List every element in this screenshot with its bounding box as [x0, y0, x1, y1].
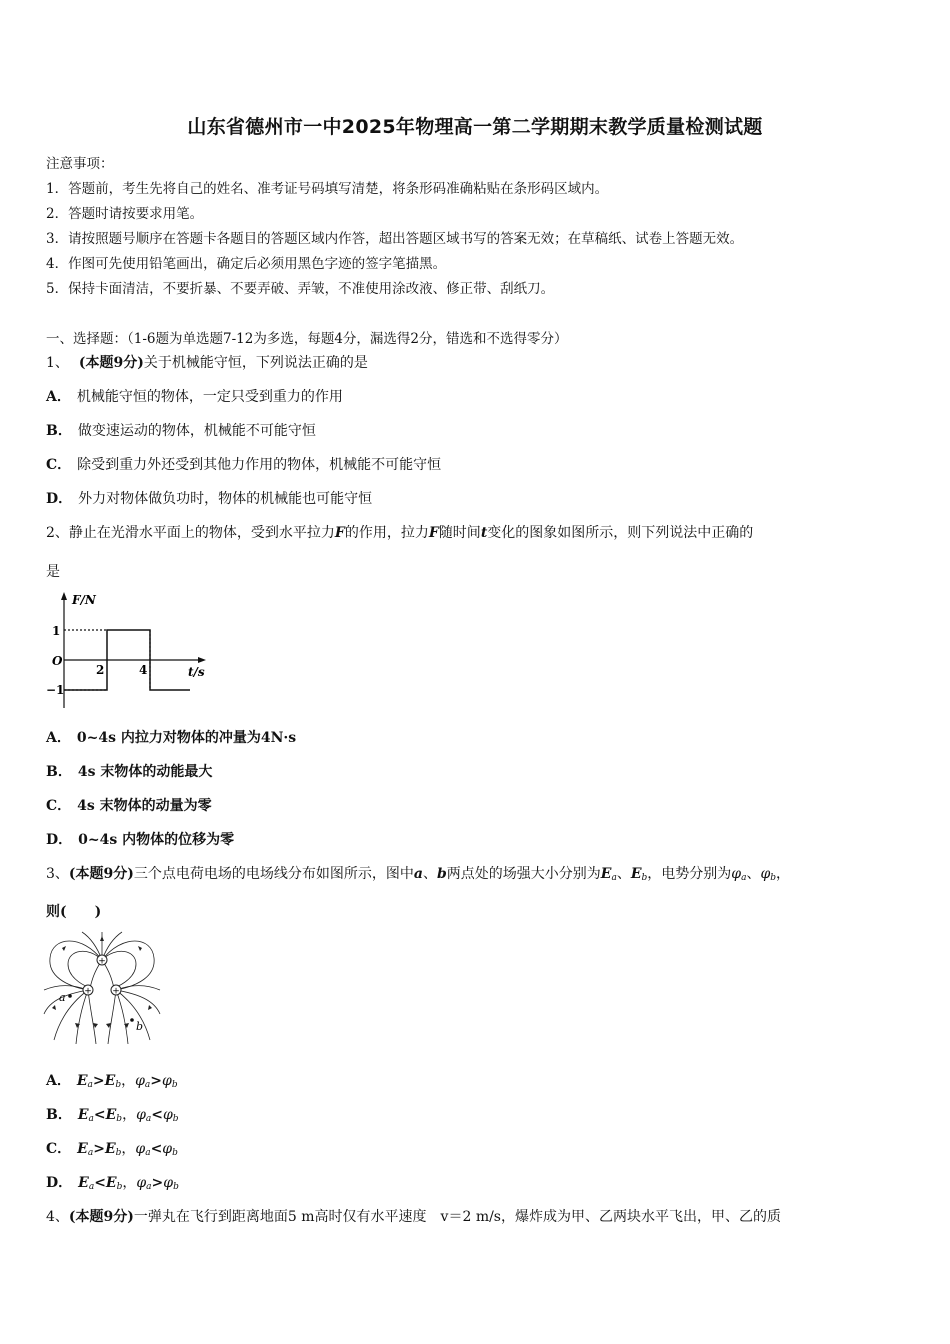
- q1-option-b[interactable]: [46, 420, 316, 440]
- var-a: a: [413, 866, 423, 882]
- point-a: [68, 994, 72, 998]
- subscript: a: [145, 1148, 151, 1158]
- point-b: [130, 1018, 134, 1022]
- exam-title: 山东省德州市一中2025年物理高一第二学期期末教学质量检测试题: [187, 116, 763, 138]
- option-text: 外力对物体做负功时，物体的机械能也可能守恒: [78, 491, 373, 507]
- option-key: D．: [46, 1175, 73, 1191]
- question-number: 3、: [46, 866, 69, 882]
- subscript: b: [115, 1148, 122, 1158]
- question-1-stem: [46, 352, 368, 372]
- option-text: 0~4s 内物体的位移为零: [78, 832, 235, 848]
- option-text: 机械能守恒的物体，一定只受到重力的作用: [76, 389, 343, 405]
- notice-item: 1．答题前，考生先将自己的姓名、准考证号码填写清楚，将条形码准确粘贴在条形码区域内。: [46, 181, 609, 197]
- var-phi: φ: [135, 1073, 145, 1089]
- q1-option-c[interactable]: [46, 454, 441, 474]
- question-text: ，: [776, 866, 791, 882]
- var-phi: φ: [162, 1141, 173, 1157]
- var-phi: φ: [162, 1073, 172, 1089]
- question-3-stem-cont: 则( ): [46, 904, 102, 920]
- question-text: 一弹丸在飞行到距离地面5 m高时仅有水平速度 v＝2 m/s，爆炸成为甲、乙两块水平飞出，甲、乙的质: [133, 1209, 781, 1225]
- option-key: B．: [46, 423, 72, 439]
- var-E: E: [77, 1141, 88, 1157]
- relation: <: [93, 1107, 106, 1123]
- question-score: (本题9分): [78, 355, 144, 371]
- option-key: D．: [46, 491, 73, 507]
- var-E: E: [104, 1141, 116, 1157]
- tick-label-4: 4: [139, 663, 148, 677]
- var-E: E: [104, 1073, 116, 1089]
- label-b: b: [136, 1020, 144, 1033]
- option-key: C．: [46, 798, 72, 814]
- question-text: 随时间: [438, 525, 481, 541]
- option-key: C．: [46, 1141, 72, 1157]
- comma: ，: [121, 1141, 136, 1157]
- subscript: b: [172, 1148, 178, 1158]
- question-4-stem: [46, 1206, 781, 1226]
- relation: >: [93, 1141, 105, 1157]
- q3-option-a[interactable]: [46, 1070, 178, 1090]
- q3-option-c[interactable]: [46, 1138, 178, 1158]
- var-E: E: [600, 866, 612, 882]
- subscript: b: [641, 873, 648, 883]
- var-phi: φ: [760, 866, 771, 882]
- relation: <: [151, 1107, 163, 1123]
- question-text: ，电势分别为: [647, 866, 732, 882]
- option-key: B．: [46, 764, 72, 780]
- svg-text:+: +: [84, 986, 92, 997]
- separator: 、: [423, 866, 437, 882]
- var-phi: φ: [135, 1141, 146, 1157]
- x-axis-arrow: [198, 657, 206, 663]
- var-phi: φ: [731, 866, 742, 882]
- var-b: b: [437, 866, 447, 882]
- q3-option-d[interactable]: [46, 1172, 179, 1192]
- y-axis-arrow: [61, 592, 67, 600]
- var-F: F: [334, 525, 345, 541]
- subscript: a: [144, 1080, 151, 1090]
- question-text: 三个点电荷电场的电场线分布如图所示，图中: [133, 866, 414, 882]
- relation: >: [92, 1073, 105, 1089]
- q1-option-a[interactable]: [46, 386, 343, 406]
- var-E: E: [77, 1107, 89, 1123]
- subscript: b: [173, 1182, 179, 1192]
- q3-option-b[interactable]: [46, 1104, 179, 1124]
- question-number: 4、: [46, 1209, 69, 1225]
- subscript: a: [87, 1080, 93, 1090]
- var-t: t: [480, 525, 488, 541]
- separator: 、: [616, 866, 631, 882]
- subscript: b: [116, 1182, 123, 1192]
- notice-heading: 注意事项：: [46, 156, 114, 172]
- subscript: a: [145, 1114, 152, 1124]
- relation: >: [151, 1175, 164, 1191]
- question-text: 的作用，拉力: [344, 525, 429, 541]
- subscript: b: [770, 873, 777, 883]
- question-2-stem-cont: 是: [46, 564, 60, 580]
- comma: ，: [121, 1073, 136, 1089]
- question-score: (本题9分): [68, 1209, 134, 1225]
- option-key: A．: [46, 1073, 71, 1089]
- option-key: A．: [46, 389, 71, 405]
- origin-label: O: [52, 654, 63, 668]
- option-key: A．: [46, 730, 71, 746]
- tick-label-neg1: −1: [46, 683, 65, 697]
- q1-option-d[interactable]: [46, 488, 372, 508]
- option-text: 0~4s 内拉力对物体的冲量为4N·s: [76, 730, 297, 746]
- var-phi: φ: [162, 1107, 173, 1123]
- notice-item: 4．作图可先使用铅笔画出，确定后必须用黑色字迹的签字笔描黑。: [46, 256, 447, 272]
- q2-option-c[interactable]: [46, 795, 212, 815]
- notice-item: 5．保持卡面清洁，不要折暴、不要弄破、弄皱，不准使用涂改液、修正带、刮纸刀。: [46, 281, 555, 297]
- q2-option-b[interactable]: [46, 761, 212, 781]
- var-E: E: [105, 1175, 117, 1191]
- notice-item: 2．答题时请按要求用笔。: [46, 206, 204, 222]
- option-text: 除受到重力外还受到其他力作用的物体，机械能不可能守恒: [77, 457, 442, 473]
- comma: ，: [122, 1107, 137, 1123]
- relation: >: [150, 1073, 163, 1089]
- notice-item: 3．请按照题号顺序在答题卡各题目的答题区域内作答，超出答题区域书写的答案无效；在草稿纸、试卷上答题无效。: [46, 231, 744, 247]
- question-3-stem: [46, 863, 790, 883]
- subscript: a: [741, 873, 747, 883]
- tick-label-2: 2: [96, 663, 105, 677]
- subscript: b: [171, 1080, 178, 1090]
- question-text: 两点处的场强大小分别为: [446, 866, 601, 882]
- option-key: D．: [46, 832, 73, 848]
- y-axis-label: F/N: [72, 593, 96, 607]
- var-phi: φ: [163, 1175, 174, 1191]
- option-text: 做变速运动的物体，机械能不可能守恒: [77, 423, 316, 439]
- subscript: a: [88, 1114, 94, 1124]
- option-key: C．: [46, 457, 72, 473]
- comma: ，: [122, 1175, 137, 1191]
- relation: <: [94, 1175, 106, 1191]
- option-text: 4s 末物体的动量为零: [77, 798, 212, 814]
- question-number: 1、: [46, 355, 69, 371]
- var-E: E: [76, 1073, 88, 1089]
- q2-option-d[interactable]: [46, 829, 234, 849]
- var-F: F: [428, 525, 439, 541]
- svg-text:+: +: [98, 956, 106, 967]
- separator: 、: [746, 866, 761, 882]
- option-text: 4s 末物体的动能最大: [77, 764, 213, 780]
- subscript: b: [115, 1080, 122, 1090]
- label-a: a: [59, 991, 66, 1004]
- var-E: E: [105, 1107, 117, 1123]
- subscript: a: [146, 1182, 152, 1192]
- question-2-stem: [46, 522, 753, 542]
- var-phi: φ: [136, 1107, 146, 1123]
- electric-field-diagram: [42, 928, 164, 1048]
- subscript: a: [611, 873, 617, 883]
- var-E: E: [630, 866, 642, 882]
- subscript: a: [87, 1148, 94, 1158]
- section-heading: 一、选择题：（1-6题为单选题7-12为多选，每题4分，漏选得2分，错选和不选得零分）: [46, 331, 568, 347]
- subscript: b: [172, 1114, 179, 1124]
- var-phi: φ: [136, 1175, 147, 1191]
- option-key: B．: [46, 1107, 72, 1123]
- question-text: 2、静止在光滑水平面上的物体，受到水平拉力: [46, 525, 335, 541]
- tick-label-1: 1: [52, 624, 61, 638]
- subscript: a: [88, 1182, 95, 1192]
- subscript: b: [116, 1114, 123, 1124]
- q2-option-a[interactable]: [46, 727, 296, 747]
- svg-text:+: +: [112, 986, 120, 997]
- question-text: 关于机械能守恒，下列说法正确的是: [143, 355, 368, 371]
- force-time-graph: [42, 588, 212, 714]
- x-axis-label: t/s: [188, 665, 205, 679]
- question-text: 变化的图象如图所示，则下列说法中正确的: [487, 525, 754, 541]
- var-E: E: [78, 1175, 89, 1191]
- relation: <: [150, 1141, 163, 1157]
- question-score: (本题9分): [68, 866, 134, 882]
